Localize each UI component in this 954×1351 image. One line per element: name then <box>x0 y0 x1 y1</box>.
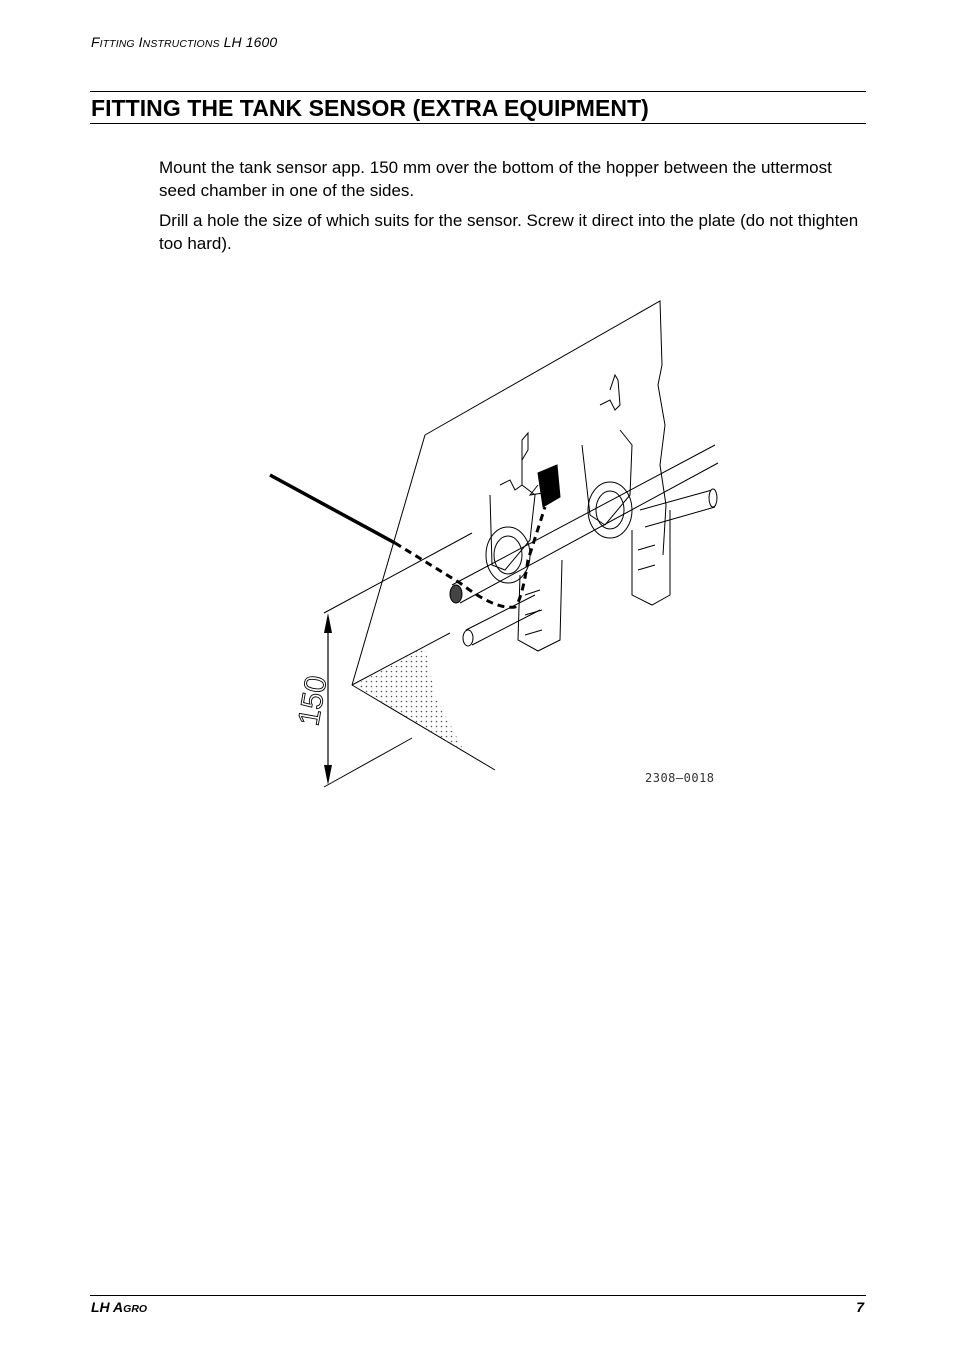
header-word2-rest: NSTRUCTIONS <box>142 38 220 50</box>
tank-sensor-illustration <box>260 295 730 795</box>
upper-tube-end <box>709 489 717 507</box>
instruction-paragraph-1: Mount the tank sensor app. 150 mm over the bottom of the hopper between the uttermost seed chamber in one of the sides. <box>159 158 832 200</box>
lower-tube <box>466 595 540 645</box>
lower-tube-end <box>463 630 473 646</box>
dimension-extension-bottom <box>324 738 412 787</box>
header-model: LH 1600 <box>223 34 278 50</box>
drawing-number: 2308—0018 <box>645 771 715 785</box>
section-title-bar <box>90 91 866 124</box>
running-header <box>91 34 277 50</box>
technical-drawing <box>260 295 730 795</box>
dimension-arrow-top <box>324 613 332 633</box>
footer-brand <box>91 1299 147 1315</box>
footer-brand-rest: GRO <box>123 1303 148 1315</box>
sensor-cable-solid <box>270 475 395 543</box>
footer-rule <box>90 1295 866 1296</box>
upper-tube <box>640 490 715 527</box>
hopper-bottom-shading <box>355 647 465 753</box>
dimension-label: 150 <box>292 673 334 729</box>
sensor-cable-dashed <box>395 507 545 607</box>
page-number: 7 <box>856 1299 864 1315</box>
shaft-end <box>450 585 462 603</box>
hopper-wall-plate <box>352 301 666 685</box>
header-word1-rest: ITTING <box>99 38 135 50</box>
section-title: FITTING THE TANK SENSOR (EXTRA EQUIPMENT) <box>91 95 649 121</box>
dimension-arrow-bottom <box>324 765 332 785</box>
seed-chamber-2 <box>582 375 670 605</box>
tank-sensor <box>538 465 560 507</box>
header-word1-initial: F <box>91 34 100 50</box>
header-word2-initial: I <box>138 34 143 50</box>
footer-brand-initial: LH A <box>91 1299 124 1315</box>
instruction-paragraph-2: Drill a hole the size of which suits for the sensor. Screw it direct into the plate (do not thighten too hard). <box>159 211 859 253</box>
instructions-body <box>159 156 859 262</box>
